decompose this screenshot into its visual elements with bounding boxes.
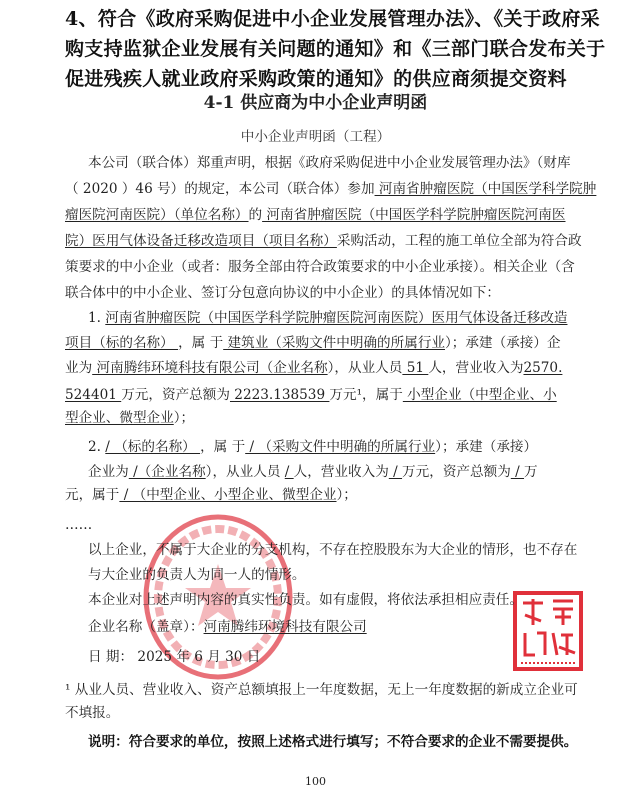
body-text: ）； — [173, 410, 195, 426]
body-line — [65, 205, 566, 225]
body-text: 2. — [88, 439, 106, 455]
body-text: 策要求的中小企业（或者：服务全部由符合政策要求的中小企业承接）。相关企业（含 — [65, 259, 575, 275]
body-text: 日 期： 2025 年 6 月 30 日 — [88, 649, 261, 665]
filled-field: 河南腾纬环境科技有限公司（企业名称 — [92, 360, 328, 376]
body-text: 的 — [248, 207, 263, 223]
body-line — [65, 179, 596, 199]
filled-field: / （标的名称） — [105, 439, 201, 455]
body-line — [88, 617, 367, 637]
title-line: 促进残疾人就业政府采购政策的通知》的供应商须提交资料 — [65, 68, 567, 90]
body-text: 与大企业的负责人为同一人的情形。 — [88, 567, 306, 583]
body-text: 万元，资产总额为 — [402, 464, 511, 480]
body-text: 人，营业收入为 — [428, 360, 524, 376]
subheading: 中小企业声明函（工程） — [240, 129, 391, 145]
filled-field: 建筑业（采购文件中明确的所属行业 — [223, 335, 446, 351]
body-text: …… — [65, 517, 93, 533]
body-text: 企业名称（盖章）： — [88, 619, 204, 635]
body-line — [65, 231, 582, 251]
filled-field: 瘤医院河南医院）（单位名称） — [65, 207, 249, 223]
body-text: （ 2020 ）46 号）的规定，本公司（联合体）参加 — [65, 181, 375, 197]
body-text: 企业为 — [88, 464, 129, 480]
body-text: 万 — [524, 464, 538, 480]
page-number: 100 — [305, 775, 326, 788]
body-text: 业为 — [65, 360, 93, 376]
filled-field: / — [284, 464, 294, 480]
filled-field: 河南省肿瘤医院（中国医学科学院肿瘤医院河南医院）医用气体设备迁移改造 — [105, 310, 568, 326]
filled-field: 型企业、微型企业 — [65, 410, 174, 426]
filled-field: 河南省肿瘤医院（中国医学科学院肿 — [374, 181, 597, 197]
title-line: 4、符合《政府采购促进中小企业发展管理办法》、《关于政府采 — [65, 8, 600, 30]
body-line — [65, 485, 357, 505]
filled-field: / （中型企业、小型企业、微型企业 — [119, 487, 337, 503]
filled-field: 河南腾纬环境科技有限公司 — [203, 619, 367, 635]
body-line — [65, 283, 500, 303]
body-text: ）；承建（承接） — [435, 439, 538, 455]
body-text: ），从业人员 — [327, 360, 403, 376]
body-line — [88, 308, 567, 328]
filled-field: / （采购文件中明确的所属行业 — [245, 439, 436, 455]
body-text: 本企业对上述声明内容的真实性负责。如有虚假，将依法承担相应责任。 — [88, 592, 523, 608]
body-text: 采购活动，工程的施工单位全部为符合政 — [336, 233, 582, 249]
body-text: ¹ 从业人员、营业收入、资产总额填报上一年度数据，无上一年度数据的新成立企业可 — [65, 682, 578, 698]
body-text: 万元，资产总额为 — [121, 387, 230, 403]
body-line — [65, 680, 578, 700]
body-text: 联合体中的中小企业、签订分包意向协议的中小企业）的具体情况如下： — [65, 285, 500, 301]
filled-field: 2570. — [523, 360, 563, 376]
body-text: 万元¹，属于 — [329, 387, 403, 403]
body-line — [88, 153, 571, 173]
body-text: 不填报。 — [65, 705, 120, 721]
body-line — [88, 590, 523, 610]
instruction-note: 说明：符合要求的单位，按照上述格式进行填写；不符合要求的企业不需要提供。 — [88, 734, 578, 750]
body-text: ），从业人员 — [205, 464, 285, 480]
body-line — [65, 408, 194, 428]
body-line — [88, 647, 260, 667]
body-text: ）；承建（承接）企 — [445, 335, 561, 351]
body-line — [88, 462, 538, 482]
body-text: ，属 于 — [178, 335, 224, 351]
body-line — [88, 437, 537, 457]
filled-field: 524401 — [65, 387, 122, 403]
filled-field: 院）医用气体设备迁移改造项目（项目名称） — [65, 233, 337, 249]
body-text: ，属 于 — [200, 439, 246, 455]
body-text: ）； — [336, 487, 357, 503]
filled-field: 项目（标的名称） — [65, 335, 179, 351]
filled-field: / — [388, 464, 403, 480]
filled-field: 51 — [402, 360, 429, 376]
body-line — [65, 703, 119, 723]
body-text: 本公司（联合体）郑重声明，根据《政府采购促进中小企业发展管理办法》（财库 — [88, 155, 571, 171]
body-text: 1. — [88, 310, 106, 326]
filled-field: / — [510, 464, 525, 480]
title-line: 购支持监狱企业发展有关问题的通知》和《三部门联合发布关于 — [65, 38, 606, 60]
body-line — [65, 257, 575, 277]
body-line — [88, 540, 577, 560]
body-line — [65, 358, 562, 378]
body-line — [65, 515, 92, 535]
filled-field: 河南省肿瘤医院（中国医学科学院肿瘤医院河南医 — [262, 207, 566, 223]
filled-field: /（企业名称 — [128, 464, 206, 480]
filled-field: 小型企业（中型企业、小 — [402, 387, 557, 403]
body-text: 元，属于 — [65, 487, 120, 503]
body-line — [65, 385, 557, 405]
body-text: 人，营业收入为 — [293, 464, 389, 480]
body-text: 以上企业，不属于大企业的分支机构，不存在控股股东为大企业的情形，也不存在 — [88, 542, 578, 558]
section-heading: 4-1 供应商为中小企业声明函 — [203, 93, 428, 113]
body-line — [88, 565, 306, 585]
filled-field: 2223.138539 — [229, 387, 330, 403]
body-line — [65, 333, 561, 353]
